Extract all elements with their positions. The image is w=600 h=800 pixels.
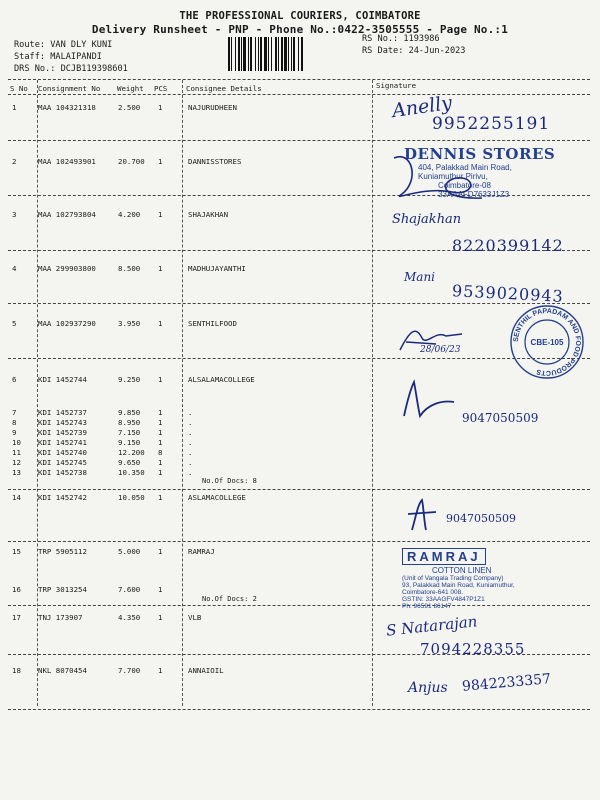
row-consignee: . [188,438,193,447]
row-weight: 9.650 [118,458,141,467]
row-consignee: . [188,458,193,467]
row-consignment-no: MAA 299903800 [38,264,96,273]
stamp-line: 404, Palakkad Main Road, [418,163,512,172]
signature-4-phone: 9539020943 [451,281,565,306]
row-pcs: 1 [158,418,163,427]
row-consignment-no: NKL 8070454 [38,666,87,675]
row-pcs: 1 [158,375,163,384]
row-sno: 12 [12,458,21,467]
row-sno: 6 [12,375,17,384]
row-weight: 9.850 [118,408,141,417]
row-pcs: 1 [158,585,163,594]
header-rule-bottom [8,94,590,95]
row-pcs: 8 [158,448,163,457]
svg-text:CBE-105: CBE-105 [530,338,564,347]
signature-14-phone: 9047050509 [446,512,516,525]
row-sno: 11 [12,448,21,457]
row-pcs: 1 [158,547,163,556]
row-separator [8,489,590,490]
col-header-weight: Weight [117,84,144,93]
row-pcs: 1 [158,408,163,417]
row-consignment-no: TRP 3013254 [38,585,87,594]
row-pcs: 1 [158,428,163,437]
col-header-sno: S No [10,84,28,93]
row-pcs: 1 [158,666,163,675]
row-consignment-no: KDI 1452737 [38,408,87,417]
stamp-line: COTTON LINEN [432,566,492,575]
signature-18: Anjus [408,680,448,696]
row-pcs: 1 [158,319,163,328]
col-header-consignee: Consignee Details [186,84,262,93]
row-pcs: 1 [158,157,163,166]
row-weight: 10.050 [118,493,145,502]
row-weight: 2.500 [118,103,141,112]
ramraj-stamp [402,548,552,610]
row-consignment-no: MAA 104321318 [38,103,96,112]
row-consignment-no: KDI 1452741 [38,438,87,447]
stamp-line: Ph: 96591 86147 [402,603,452,610]
row-consignee: ALSALAMACOLLEGE [188,375,255,384]
row-weight: 7.600 [118,585,141,594]
row-consignment-no: KDI 1452745 [38,458,87,467]
col-header-signature: Signature [376,81,417,90]
row-consignment-no: KDI 1452740 [38,448,87,457]
stamp-line: GSTIN: 33AAGFV4847P1Z1 [402,596,485,603]
signature-18-phone: 9842233357 [461,671,552,695]
row-consignee: NAJURUDHEEN [188,103,237,112]
row-consignment-no: MAA 102793804 [38,210,96,219]
row-sno: 7 [12,408,17,417]
row-consignee: SENTHILFOOD [188,319,237,328]
row-weight: 4.200 [118,210,141,219]
row-consignment-no: KDI 1452743 [38,418,87,427]
company-title: THE PROFESSIONAL COURIERS, COIMBATORE [179,10,421,22]
signature-14-scribble [404,496,444,536]
row-consignment-no: TNJ 173907 [38,613,83,622]
row-weight: 9.150 [118,438,141,447]
header-rule-top [8,79,590,80]
round-stamp-icon [508,303,586,381]
row-consignee: DANNISSTORES [188,157,242,166]
signature-2-scribble [382,150,492,210]
stamp-line: Coimbatore-641 008. [402,589,464,596]
row-weight: 5.000 [118,547,141,556]
row-sno: 3 [12,210,17,219]
row-consignment-no: KDI 1452738 [38,468,87,477]
row-consignee: VLB [188,613,202,622]
row-sno: 16 [12,585,21,594]
row-sno: 1 [12,103,17,112]
barcode-bar [303,37,304,71]
col-header-consignment: Consignment No [38,84,101,93]
row-sno: 5 [12,319,17,328]
signature-3: Shajakhan [392,212,462,227]
row-pcs: 1 [158,468,163,477]
row-separator [8,541,590,542]
signature-5-date: 28/06/23 [420,345,461,355]
route-label: Route: VAN DLY KUNI [14,40,113,50]
runsheet-subtitle: Delivery Runsheet - PNP - Phone No.:0422-3505555 - Page No.:1 [91,23,509,36]
row-sno: 17 [12,613,21,622]
row-separator [8,709,590,710]
row-weight: 7.700 [118,666,141,675]
row-sno: 4 [12,264,17,273]
drs-number: DRS No.: DCJB119398601 [14,64,128,74]
rs-number: RS No.: 1193986 [362,34,440,44]
row-consignee: MADHUJAYANTHI [188,264,246,273]
row-weight: 9.250 [118,375,141,384]
row-consignment-no: KDI 1452742 [38,493,87,502]
row-consignment-no: KDI 1452744 [38,375,87,384]
row-consignee: ANNAIOIL [188,666,224,675]
row-separator [8,358,590,359]
row-sno: 9 [12,428,17,437]
row-weight: 3.950 [118,319,141,328]
row-separator [8,140,590,141]
row-consignee: . [188,448,193,457]
row-weight: 4.350 [118,613,141,622]
docs-count-note: No.Of Docs: 8 [202,477,257,485]
docs-count-note: No.Of Docs: 2 [202,595,257,603]
barcode [228,37,356,71]
svg-text:SENTHIL PAPADAM AND FOOD PRODU: SENTHIL PAPADAM AND FOOD PRODUCTS [512,307,582,377]
row-consignment-no: MAA 102493901 [38,157,96,166]
row-weight: 8.950 [118,418,141,427]
signature-6-scribble [398,378,458,422]
stamp-line: 33AAAFD7633J1Z3 [438,190,510,199]
stamp-title: DENNIS STORES [404,145,556,163]
row-consignee: SHAJAKHAN [188,210,229,219]
row-pcs: 1 [158,264,163,273]
row-pcs: 1 [158,210,163,219]
stamp-line: (Unit of Vangala Trading Company) [402,575,504,582]
row-consignee: . [188,428,193,437]
signature-17: S Natarajan [385,612,479,640]
stamp-logo: RAMRAJ [402,548,486,565]
stamp-line: 93, Palakkad Main Road, Kuniamuthur, [402,582,515,589]
row-weight: 10.350 [118,468,145,477]
row-weight: 20.700 [118,157,145,166]
signature-3-phone: 8220399142 [452,236,564,255]
row-consignee: ASLAMACOLLEGE [188,493,246,502]
row-pcs: 1 [158,458,163,467]
row-consignee: . [188,468,193,477]
signature-4: Mani [404,270,436,284]
senthil-food-stamp [508,303,586,381]
row-consignee: . [188,418,193,427]
row-sno: 8 [12,418,17,427]
signature-6-phone: 9047050509 [462,411,539,425]
row-pcs: 1 [158,438,163,447]
col-divider [182,80,183,706]
row-weight: 8.500 [118,264,141,273]
stamp-line: Coimbatore-08 [438,181,491,190]
row-consignment-no: TRP 5905112 [38,547,87,556]
row-weight: 7.150 [118,428,141,437]
row-sno: 13 [12,468,21,477]
row-sno: 2 [12,157,17,166]
row-consignee: . [188,408,193,417]
signature-1: Anelly [390,91,454,123]
row-sno: 18 [12,666,21,675]
row-sno: 15 [12,547,21,556]
stamp-line: Kuniamuthur Pirivu, [418,172,488,181]
row-pcs: 1 [158,493,163,502]
staff-label: Staff: MALAIPANDI [14,52,102,62]
row-sno: 10 [12,438,21,447]
row-separator [8,303,590,304]
col-divider [372,80,373,706]
row-sno: 14 [12,493,21,502]
rs-date: RS Date: 24-Jun-2023 [362,46,466,56]
col-header-pcs: PCS [154,84,168,93]
row-consignment-no: MAA 102937290 [38,319,96,328]
signature-17-phone: 7094228355 [420,640,526,658]
row-weight: 12.200 [118,448,145,457]
row-consignee: RAMRAJ [188,547,215,556]
row-pcs: 1 [158,103,163,112]
signature-1-phone: 9952255191 [432,114,551,134]
row-consignment-no: KDI 1452739 [38,428,87,437]
row-pcs: 1 [158,613,163,622]
